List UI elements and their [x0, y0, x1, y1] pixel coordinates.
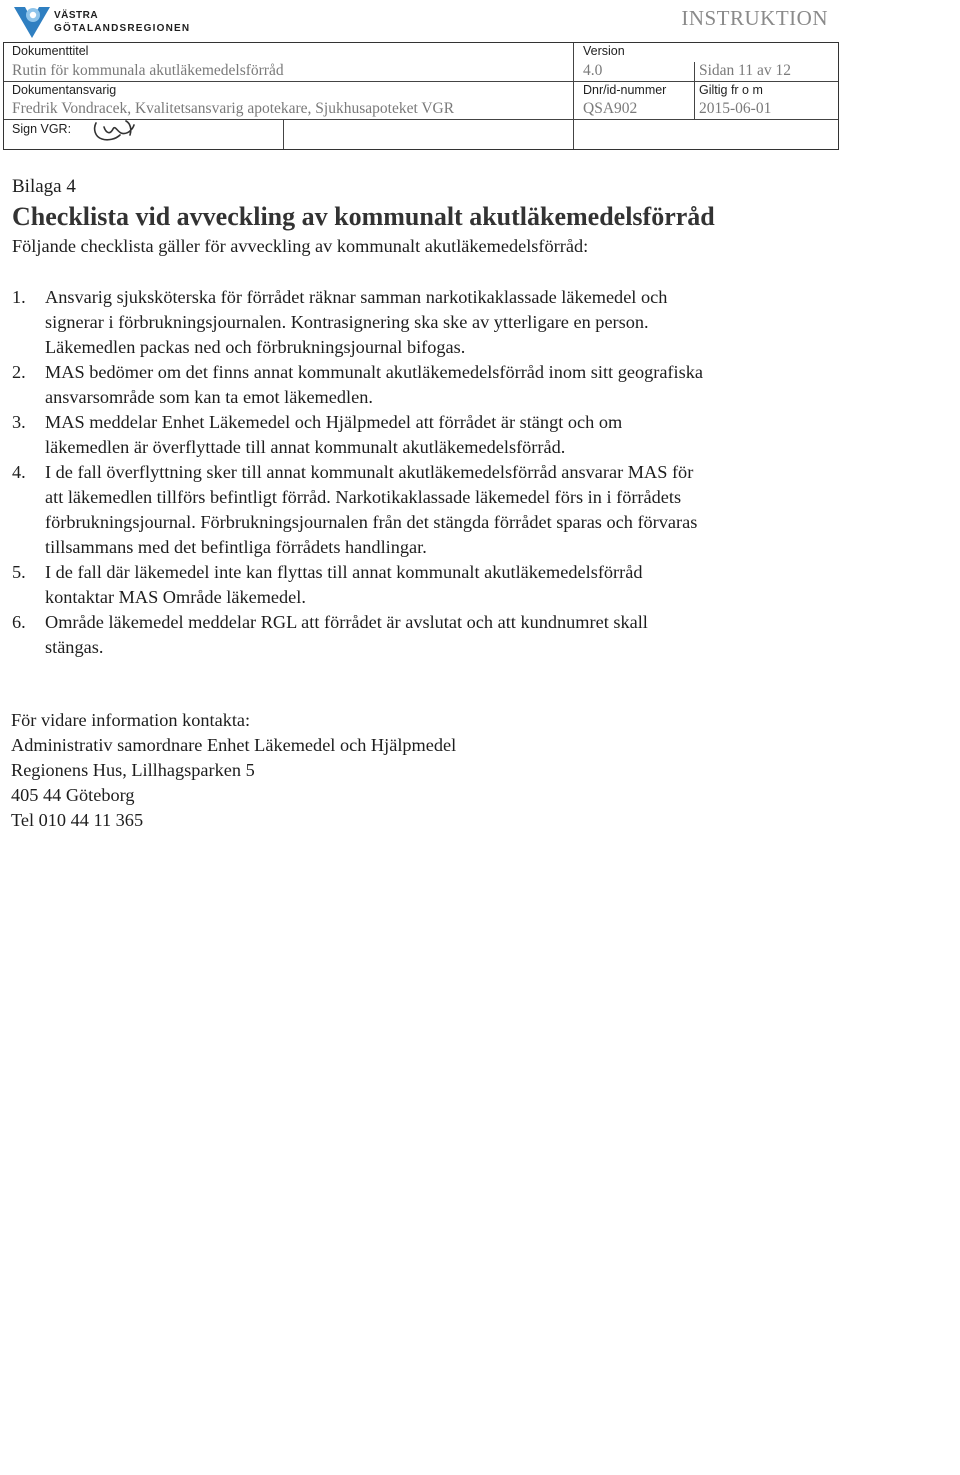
logo-line2: GÖTALANDSREGIONEN [54, 23, 191, 34]
attachment-label: Bilaga 4 [12, 176, 76, 197]
contact-phone: Tel 010 44 11 365 [11, 810, 144, 830]
column-divider [573, 43, 574, 149]
checklist-item [12, 360, 842, 410]
logo-line1: VÄSTRA [54, 10, 99, 21]
checklist [12, 285, 842, 660]
item-line: Läkemedlen packas ned och förbrukningsjournal bifogas. [45, 337, 466, 357]
item-number: 4. [12, 462, 26, 482]
dnr-label: Dnr/id-nummer [583, 83, 667, 97]
page-number: Sidan 11 av 12 [699, 62, 791, 79]
intro-text: Följande checklista gäller för avveckling av kommunalt akutläkemedelsförråd: [12, 236, 589, 256]
contact-address: Regionens Hus, Lillhagsparken 5 [11, 760, 255, 780]
document-header-table [3, 42, 839, 150]
row-divider [4, 81, 838, 82]
item-number: 6. [12, 612, 26, 632]
item-number: 3. [12, 412, 26, 432]
item-line: förbrukningsjournal. Förbrukningsjournalen från det stängda förrådet sparas och förvaras [45, 512, 698, 532]
item-line: kontaktar MAS Område läkemedel. [45, 587, 306, 607]
vgr-logo-icon [12, 4, 52, 40]
valid-from-value: 2015-06-01 [699, 100, 772, 117]
checklist-item [12, 460, 842, 560]
item-line: Område läkemedel meddelar RGL att förrådet är avslutat och att kundnumret skall [45, 612, 648, 632]
checklist-item [12, 560, 842, 610]
item-line: ansvarsområde som kan ta emot läkemedlen. [45, 387, 373, 407]
contact-organization: Administrativ samordnare Enhet Läkemedel och Hjälpmedel [11, 735, 457, 755]
contact-postal: 405 44 Göteborg [11, 785, 135, 805]
dnr-value: QSA902 [583, 100, 638, 117]
version-value: 4.0 [583, 62, 603, 79]
checklist-item [12, 285, 842, 360]
item-line: att läkemedlen tillförs befintligt förråd. Narkotikaklassade läkemedel förs in i förrådets [45, 487, 682, 507]
checklist-item [12, 410, 842, 460]
column-divider [283, 119, 284, 149]
title-label: Dokumenttitel [12, 44, 89, 58]
checklist-item [12, 610, 842, 660]
title-value: Rutin för kommunala akutläkemedelsförråd [12, 62, 284, 79]
column-divider [694, 62, 695, 119]
vgr-logo [12, 4, 232, 40]
owner-label: Dokumentansvarig [12, 83, 117, 97]
item-line: stängas. [45, 637, 104, 657]
signature-image [66, 115, 156, 145]
item-number: 2. [12, 362, 26, 382]
item-number: 5. [12, 562, 26, 582]
sign-label: Sign VGR: [12, 122, 72, 136]
valid-from-label: Giltig fr o m [699, 83, 763, 97]
item-number: 1. [12, 287, 26, 307]
item-line: I de fall överflyttning sker till annat kommunalt akutläkemedelsförråd ansvarar MAS för [45, 462, 694, 482]
owner-value: Fredrik Vondracek, Kvalitetsansvarig apotekare, Sjukhusapoteket VGR [12, 100, 455, 117]
document-type: INSTRUKTION [681, 6, 828, 30]
item-line: tillsammans med det befintliga förrådets handlingar. [45, 537, 427, 557]
item-line: MAS meddelar Enhet Läkemedel och Hjälpmedel att förrådet är stängt och om [45, 412, 623, 432]
item-line: Ansvarig sjuksköterska för förrådet räknar samman narkotikaklassade läkemedel och [45, 287, 668, 307]
item-line: signerar i förbrukningsjournalen. Kontrasignering ska ske av ytterligare en person. [45, 312, 649, 332]
item-line: läkemedlen är överflyttade till annat kommunalt akutläkemedelsförråd. [45, 437, 566, 457]
page-title: Checklista vid avveckling av kommunalt akutläkemedelsförråd [12, 202, 715, 231]
version-label: Version [583, 44, 625, 58]
item-line: MAS bedömer om det finns annat kommunalt akutläkemedelsförråd inom sitt geografiska [45, 362, 703, 382]
item-line: I de fall där läkemedel inte kan flyttas till annat kommunalt akutläkemedelsförråd [45, 562, 643, 582]
contact-block [11, 708, 456, 833]
contact-heading: För vidare information kontakta: [11, 710, 251, 730]
